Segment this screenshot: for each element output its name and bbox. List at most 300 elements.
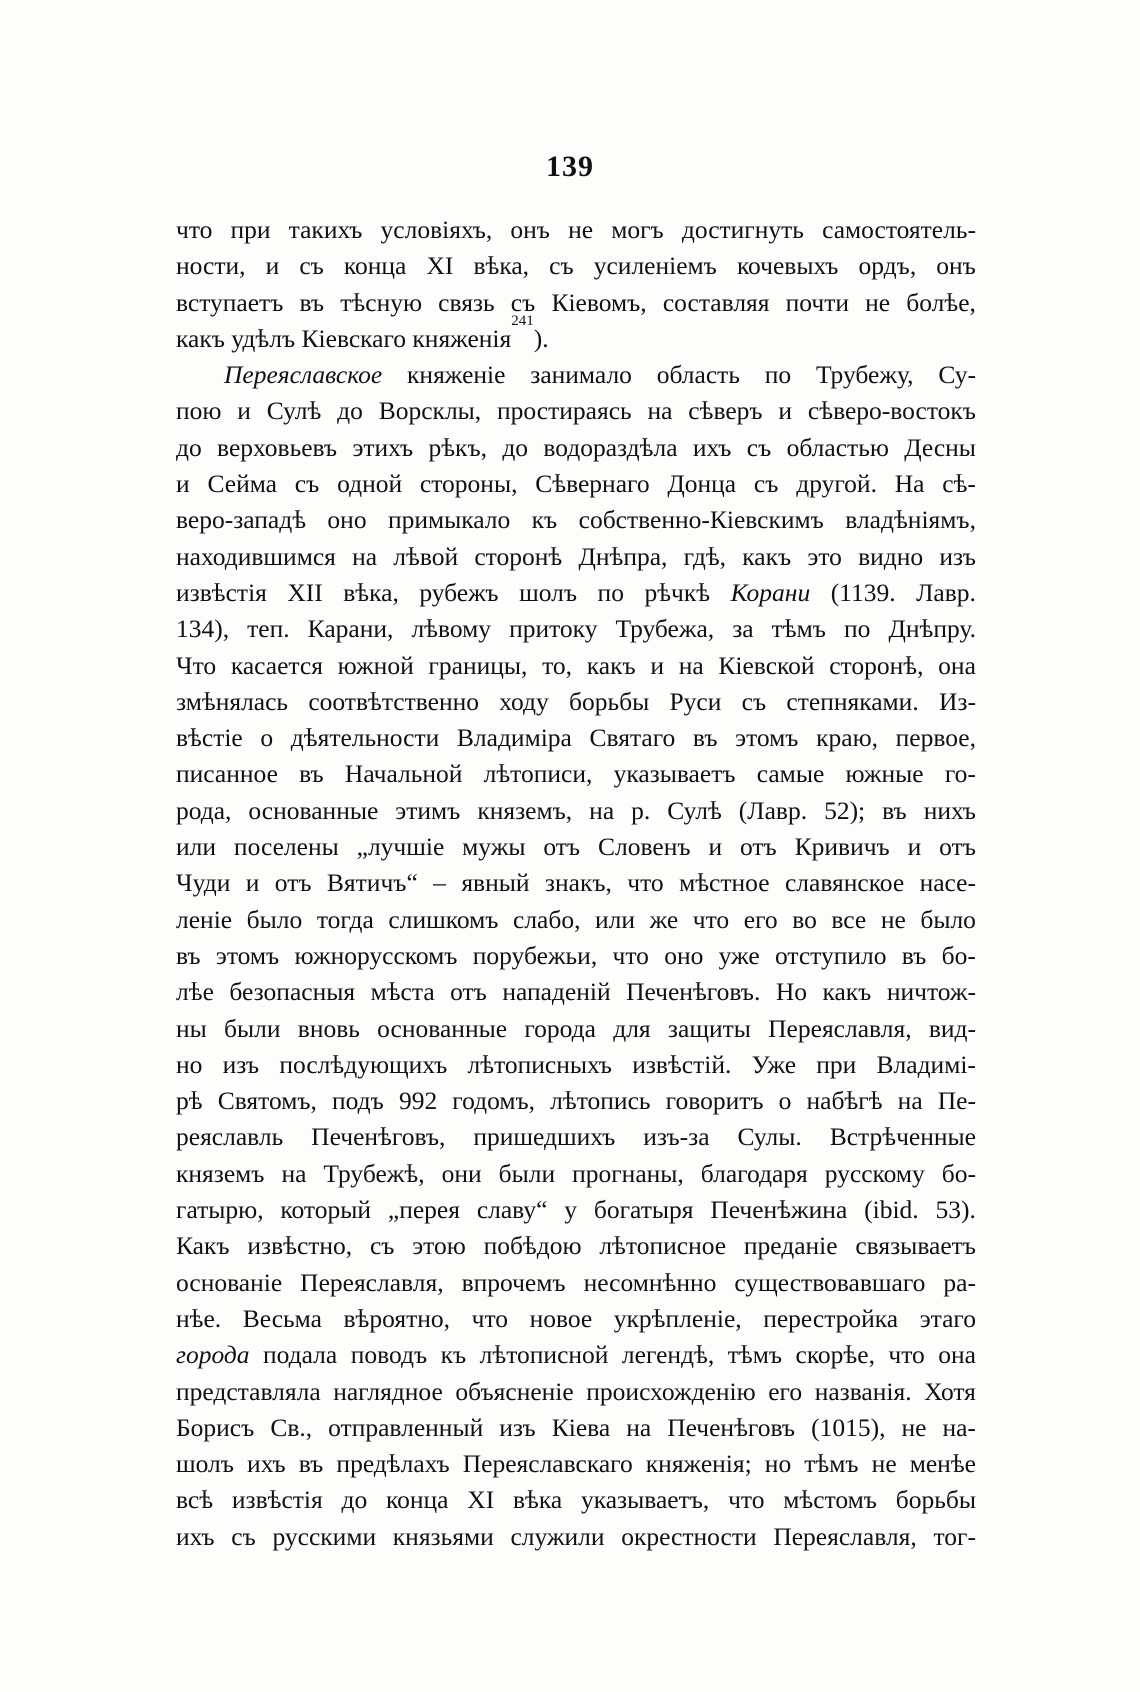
word: область (656, 360, 740, 390)
word: рѣ (176, 1086, 203, 1116)
word: XII (287, 577, 323, 607)
word: безопасныя (229, 977, 356, 1007)
word: леніе (176, 904, 233, 934)
word: поводъ (350, 1340, 428, 1370)
word: города (524, 1013, 596, 1043)
word: славянское (784, 868, 905, 898)
word: лѣтописи, (483, 759, 593, 789)
text-line (176, 393, 976, 429)
text-line (176, 1228, 976, 1264)
word: змѣнялась (176, 686, 289, 716)
word: говоритъ (665, 1086, 764, 1116)
word: что (471, 1303, 509, 1333)
word: княженія; (645, 1449, 752, 1479)
text-line (176, 793, 976, 829)
word: рѣкъ, (428, 432, 487, 462)
word: ордъ, (858, 251, 917, 281)
word: гдѣ, (683, 541, 727, 571)
word: послѣдующихъ (279, 1049, 448, 1079)
word: до (502, 432, 529, 462)
word: не (871, 1449, 897, 1479)
text-line (176, 312, 976, 357)
word: Но (775, 977, 807, 1007)
word: съ (746, 432, 772, 462)
word: владѣніямъ, (845, 505, 976, 535)
word: въ (692, 723, 718, 753)
word: видно (858, 541, 924, 571)
word: сѣверъ (688, 396, 763, 426)
word: легендѣ, (621, 1340, 715, 1370)
word: ходу (499, 686, 549, 716)
word: го- (944, 759, 976, 789)
word: Словенъ (598, 832, 691, 862)
word: первое, (895, 723, 976, 753)
word: Какъ (176, 1231, 230, 1261)
word: насе- (919, 868, 976, 898)
word: княземъ, (477, 795, 573, 825)
word: Печенѣговъ. (626, 977, 761, 1007)
word: на- (942, 1412, 976, 1442)
word: Борисъ (176, 1412, 255, 1442)
word: (1015), (811, 1412, 886, 1442)
word: отъ (739, 832, 777, 862)
word: Переяславля, (300, 1267, 444, 1297)
word: защиты (667, 1013, 751, 1043)
word: что (612, 940, 649, 970)
word: Переяславскаго (462, 1449, 633, 1479)
word: мѣстное (679, 868, 770, 898)
word: и (650, 650, 665, 680)
word: Кіевской (718, 650, 815, 680)
word: вѣка, (343, 577, 399, 607)
word: съ (299, 251, 324, 281)
word: соотвѣтственно (308, 686, 479, 716)
word: рубежъ (419, 577, 499, 607)
word: Печенѣговъ, (311, 1122, 446, 1152)
text-line (176, 1519, 976, 1555)
word: тѣмъ (771, 614, 826, 644)
word: Лавр. (916, 577, 976, 607)
text-line (176, 575, 976, 611)
word: одной (337, 469, 403, 499)
text-line (176, 684, 976, 720)
word: Су- (938, 360, 976, 390)
word: лѣвой (393, 541, 459, 571)
word: тѣсную (340, 287, 423, 317)
text-line (176, 865, 976, 901)
word: нѣе. (176, 1303, 222, 1333)
word: Хотя (924, 1376, 976, 1406)
word: перестройка (763, 1303, 899, 1333)
word: что (888, 1340, 925, 1370)
word: Владиміра (456, 723, 572, 753)
word: занимало (530, 360, 632, 390)
word: отъ (274, 868, 312, 898)
word: или (176, 832, 217, 862)
word: 992 (398, 1086, 438, 1116)
word: съ (231, 1521, 256, 1551)
word: въ (298, 1449, 324, 1479)
word: сѣверо-востокъ (807, 396, 976, 426)
word: основанные (248, 795, 379, 825)
footnote-tail: ). (533, 323, 549, 353)
word: и (907, 832, 922, 862)
word: слабо, (513, 904, 581, 934)
word: мѣста (370, 977, 435, 1007)
word: и (237, 396, 251, 426)
text-line (176, 1337, 976, 1373)
word: княженія (412, 323, 512, 353)
text-line (176, 248, 976, 284)
word: южнорусскомъ (294, 940, 458, 970)
word: русскими (272, 1521, 377, 1551)
word: теп. (247, 614, 290, 644)
word: Днѣпра, (578, 541, 668, 571)
word: Встрѣченные (829, 1122, 976, 1152)
word: по (764, 360, 792, 390)
word: границы, (428, 650, 528, 680)
word: примыкало (387, 505, 511, 535)
word: несомнѣнно (583, 1267, 717, 1297)
word: сторонѣ, (829, 650, 924, 680)
text-line (176, 1446, 976, 1482)
text-line (176, 357, 976, 393)
word: въ (299, 287, 325, 317)
word: „лучшіе (356, 832, 445, 862)
word: 52); (824, 795, 866, 825)
word: На (894, 469, 925, 499)
word: Трубежѣ, (323, 1158, 425, 1188)
text-line (176, 466, 976, 502)
word: стороны, (419, 469, 518, 499)
word: вѣроятно, (343, 1303, 451, 1333)
text-line (176, 938, 976, 974)
word: бо- (941, 1158, 976, 1188)
text-line (176, 902, 976, 938)
word: удѣлъ (231, 323, 302, 353)
word: до (341, 1485, 368, 1515)
word: Пе- (937, 1086, 976, 1116)
word: Сулѣ (266, 396, 322, 426)
word: нихъ (923, 795, 976, 825)
word: извѣстія (176, 577, 267, 607)
word: до (176, 432, 202, 462)
word: благодаря (700, 1158, 808, 1188)
word: знакъ, (544, 868, 612, 898)
word: шолъ (176, 1449, 234, 1479)
word: его (768, 1376, 803, 1406)
word: побѣдою (483, 1231, 582, 1261)
word: этомъ (735, 723, 799, 753)
word: слишкомъ (388, 904, 499, 934)
word: было (920, 904, 976, 934)
word: по (844, 614, 871, 644)
word: но (176, 1049, 203, 1079)
word: вновь (297, 1013, 360, 1043)
word: Переяславля, (773, 1521, 917, 1551)
text-line (176, 1047, 976, 1083)
word: этою (412, 1231, 466, 1261)
word: на (678, 650, 704, 680)
word: лѣтопись (550, 1086, 651, 1116)
word: оно (327, 505, 367, 535)
word: условіяхъ, (380, 215, 493, 244)
word: (ibid. (864, 1195, 919, 1225)
word: изъ (939, 541, 976, 571)
word: степняками. (786, 686, 919, 716)
text-line (176, 285, 976, 321)
word: съ (549, 251, 574, 281)
word: бо- (941, 940, 976, 970)
word: съ (369, 1231, 395, 1261)
word: Уже (751, 1049, 797, 1079)
word: объясненіе (455, 1376, 574, 1406)
text-line (176, 1011, 976, 1047)
word: и (708, 832, 723, 862)
word: что (692, 904, 730, 934)
word: преданіе (743, 1231, 838, 1261)
word: вѣка, (473, 251, 530, 281)
word: Ворсклы, (378, 396, 482, 426)
word: простираясь (497, 396, 632, 426)
word: явный (461, 868, 530, 898)
word: составляя (662, 287, 770, 317)
word: русскому (824, 1158, 925, 1188)
word: основаніе (176, 1267, 283, 1297)
word: лѣтописное (599, 1231, 727, 1261)
text-line (176, 756, 976, 792)
word: почти (785, 287, 850, 317)
word: же (649, 904, 679, 934)
word: который (280, 1195, 372, 1225)
word: съ (753, 469, 779, 499)
word: такихъ (288, 215, 363, 244)
word: представляла (176, 1376, 321, 1406)
text-line (176, 1265, 976, 1301)
word: Из- (938, 686, 976, 716)
word: происхожденію (586, 1376, 756, 1406)
word: мѣстомъ (783, 1485, 877, 1515)
word: это (807, 541, 842, 571)
word: борьбы (895, 1485, 976, 1515)
word: что (627, 868, 664, 898)
word: на (352, 541, 378, 571)
word: вид- (928, 1013, 976, 1043)
word: при (816, 1049, 857, 1079)
word: реяславль (176, 1122, 284, 1152)
word: порубежьи, (472, 940, 598, 970)
word: все (831, 904, 867, 934)
word: извѣстно, (247, 1231, 353, 1261)
word: какъ (176, 323, 232, 353)
word: вѣка (512, 1485, 563, 1515)
word: онъ (510, 215, 550, 244)
word: конца (343, 251, 407, 281)
word: южные (845, 759, 924, 789)
word: подала (262, 1340, 338, 1370)
word: въ (299, 759, 324, 789)
page-number: 139 (546, 150, 594, 183)
word: Десны (904, 432, 976, 462)
word: что (728, 1485, 765, 1515)
word: города (176, 1340, 250, 1370)
word: прогнаны, (572, 1158, 684, 1188)
word: Владимі- (876, 1049, 976, 1079)
word: тѣмъ (804, 1449, 859, 1479)
word: другой. (796, 469, 877, 499)
word: пою (176, 396, 222, 426)
word: о (778, 1086, 792, 1116)
word: Весьма (242, 1303, 322, 1333)
word: Трубежу, (815, 360, 914, 390)
word: Сѣвернаго (535, 469, 650, 499)
word: на (589, 795, 615, 825)
word: рѣчкѣ (644, 577, 711, 607)
word: связь (438, 287, 495, 317)
word: краю, (816, 723, 878, 753)
word: указываетъ, (580, 1485, 710, 1515)
word: уже (718, 940, 760, 970)
word: на (281, 1158, 307, 1188)
text-line (176, 1156, 976, 1192)
word: ности, (176, 251, 246, 281)
word: верховьевъ (217, 432, 338, 462)
text-line (176, 648, 976, 684)
word: болѣе, (906, 287, 976, 317)
word: лѣвому (411, 614, 492, 644)
word: основанные (377, 1013, 508, 1043)
word: были (498, 1158, 556, 1188)
word: вступаетъ (176, 287, 284, 317)
word: извѣстія (231, 1485, 323, 1515)
word: на (626, 1412, 652, 1442)
word: Св., (270, 1412, 313, 1442)
word: борьбы (569, 686, 650, 716)
word: ихъ (176, 1521, 215, 1551)
word: на (647, 396, 673, 426)
word: окрестности (621, 1521, 757, 1551)
text-line (176, 974, 976, 1010)
word: (Лавр. (738, 795, 808, 825)
word: за (732, 614, 754, 644)
word: были (224, 1013, 281, 1043)
word: для (613, 1013, 651, 1043)
word: скорѣе, (795, 1340, 875, 1370)
word: Карани, (307, 614, 394, 644)
word: о (260, 723, 274, 753)
word: новое (529, 1303, 593, 1333)
text-line (176, 611, 976, 647)
word: Сулѣ (667, 795, 722, 825)
word: рода, (176, 795, 232, 825)
word: или (595, 904, 636, 934)
word: какъ (822, 977, 872, 1007)
word: „перея (387, 1195, 460, 1225)
word: изъ-за (643, 1122, 710, 1152)
word: веро-западѣ (176, 505, 307, 535)
word: на (897, 1086, 923, 1116)
word: лѣе (176, 977, 214, 1007)
word: Вятичъ“ (326, 868, 418, 898)
word: Донца (667, 469, 737, 499)
word: наглядное (333, 1376, 443, 1406)
word: во (792, 904, 817, 934)
word: въ (176, 940, 201, 970)
text-line (176, 1301, 976, 1337)
word: могъ (611, 215, 664, 244)
word: названія. (814, 1376, 912, 1406)
word: княземъ (176, 1158, 265, 1188)
word: къ (440, 1340, 467, 1370)
text-line (176, 720, 976, 756)
footnote-reference[interactable]: 241 (511, 312, 534, 329)
word: не (901, 1412, 927, 1442)
word: р. (631, 795, 651, 825)
word: писанное (176, 759, 278, 789)
word: было (246, 904, 303, 934)
word: Чуди (176, 868, 231, 898)
word: ихъ (247, 1449, 286, 1479)
word: его (743, 904, 778, 934)
word: мужы (462, 832, 526, 862)
word: съ (510, 287, 536, 317)
word: усиленіемъ (593, 251, 717, 281)
word: она (938, 1340, 976, 1370)
word: связываетъ (855, 1231, 976, 1261)
word: извѣстій. (632, 1049, 732, 1079)
word: (1139. (830, 577, 896, 607)
body-text (176, 212, 976, 1555)
word: сторонѣ (474, 541, 563, 571)
word: Переяславское (224, 360, 383, 390)
word: Кіевомъ, (551, 287, 647, 317)
word: Святаго (589, 723, 676, 753)
word: Печенѣговъ (667, 1412, 796, 1442)
word: и (778, 396, 793, 426)
text-line (176, 430, 976, 466)
word: до (337, 396, 363, 426)
word: этомъ (215, 940, 280, 970)
word: самые (756, 759, 825, 789)
word: то, (542, 650, 573, 680)
word: не (865, 287, 891, 317)
word: но (764, 1449, 792, 1479)
word: указываетъ (613, 759, 736, 789)
word: этаго (919, 1303, 976, 1333)
word: впрочемъ (461, 1267, 566, 1297)
word: шолъ (519, 577, 578, 607)
text-line (176, 1374, 976, 1410)
word: менѣе (909, 1449, 976, 1479)
word: они (441, 1158, 482, 1188)
word: достигнуть (681, 215, 804, 244)
word: – (433, 868, 446, 898)
word: притоку (509, 614, 598, 644)
word: Кривичъ (794, 832, 890, 862)
word: отъ (450, 977, 487, 1007)
word: богатыря (593, 1195, 694, 1225)
word: существовавшаго (734, 1267, 926, 1297)
word: собственно-Кіевскимъ (578, 505, 824, 535)
text-line (176, 502, 976, 538)
word: Что (176, 650, 217, 680)
word: лѣтописныхъ (467, 1049, 612, 1079)
word: Кіева (551, 1412, 611, 1442)
word: княженіе (407, 360, 506, 390)
word: Печенѣжина (710, 1195, 848, 1225)
word: изъ (222, 1049, 260, 1079)
word: этимъ (395, 795, 461, 825)
